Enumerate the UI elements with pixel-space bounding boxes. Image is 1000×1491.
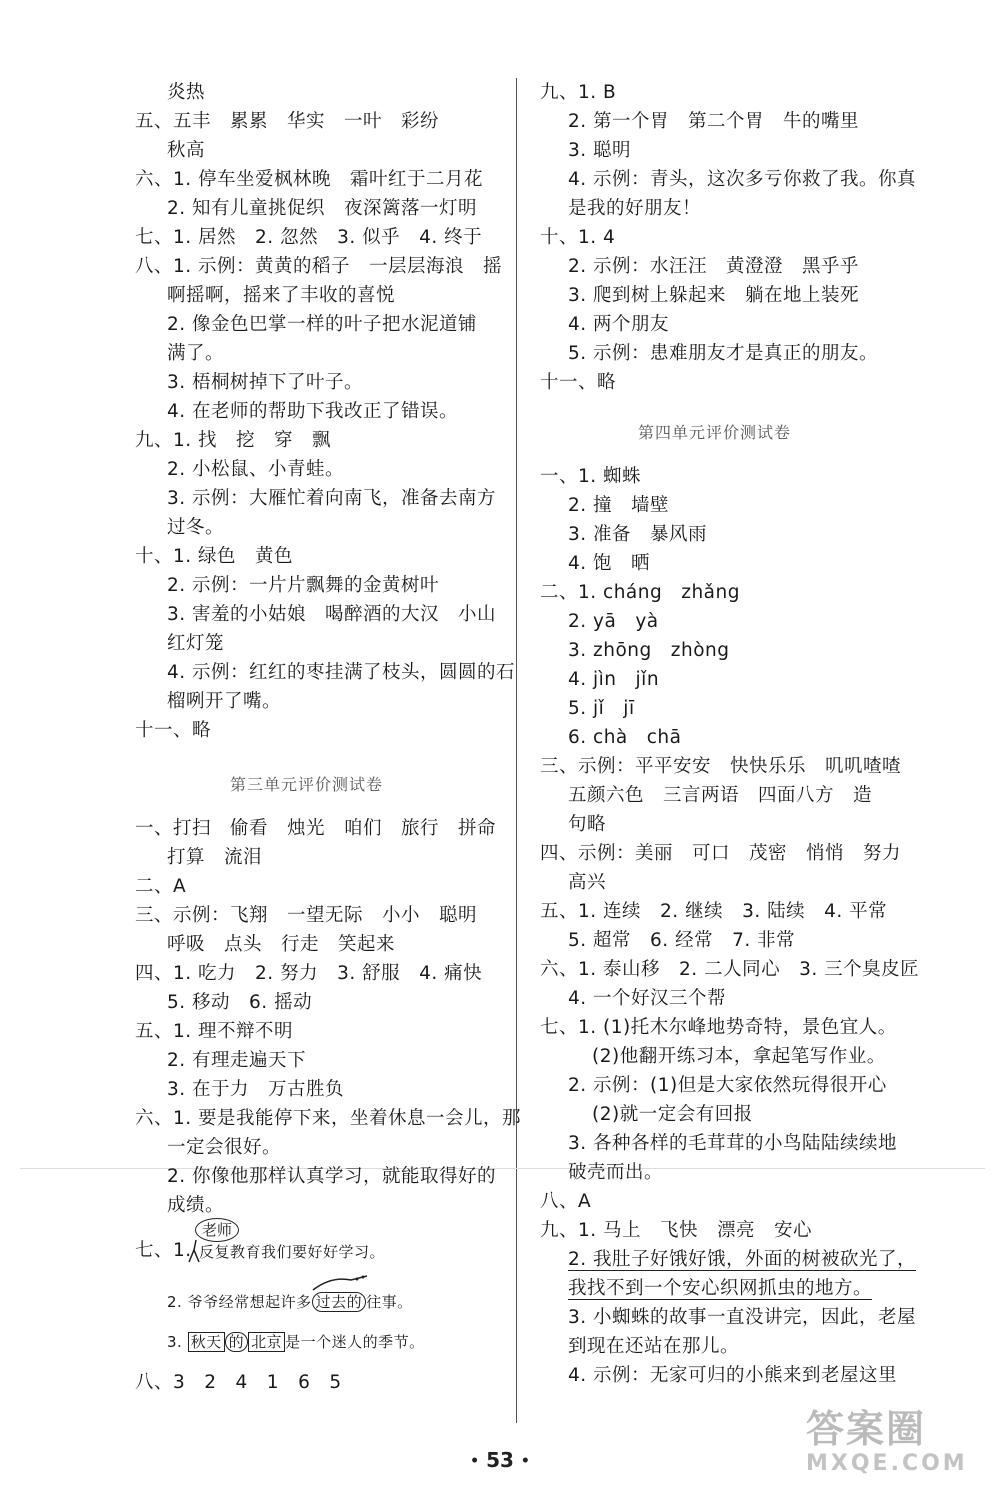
answer-line: 四、1. 吃力 2. 努力 3. 舒服 4. 痛快 — [135, 963, 483, 984]
answer-line: 高兴 — [568, 872, 607, 893]
answer-line: 2. 你像他那样认真学习，就能取得好的 — [167, 1166, 497, 1187]
proof-text: 是一个迷人的季节。 — [285, 1333, 425, 1351]
answer-line: 呼吸 点头 行走 笑起来 — [167, 934, 396, 955]
page-number-value: 53 — [486, 1448, 514, 1472]
answer-line: 4. jìn jǐn — [568, 669, 660, 690]
answer-line: 九、1. 马上 飞快 漂亮 安心 — [540, 1220, 813, 1241]
proof-mark-q7-3 — [135, 1328, 425, 1357]
answer-line: 2. 撞 墙壁 — [568, 495, 670, 516]
answer-line: 七、1. (1)托木尔峰地势奇特，景色宜人。 — [540, 1017, 897, 1038]
answer-line: 3. 梧桐树掉下了叶子。 — [167, 372, 364, 393]
answer-line: 十一、略 — [540, 372, 617, 393]
answer-line: 2. 示例：一片片飘舞的金黄树叶 — [167, 575, 440, 596]
answer-line: 红灯笼 — [167, 633, 225, 654]
answer-line: 六、1. 泰山移 2. 二人同心 3. 三个臭皮匠 — [540, 959, 920, 980]
answer-line: 榴咧开了嘴。 — [167, 691, 282, 712]
column-divider — [516, 78, 517, 1423]
answer-line: 六、1. 要是我能停下来，坐着休息一会儿，那 — [135, 1108, 522, 1129]
answer-line: 3. 各种各样的毛茸茸的小鸟陆陆续续地 — [568, 1133, 898, 1154]
answer-line: 5. 移动 6. 摇动 — [167, 992, 313, 1013]
answer-line: 3. 爬到树上躲起来 躺在地上装死 — [568, 285, 860, 306]
answer-line: 九、1. 找 挖 穿 飘 — [135, 430, 332, 451]
answer-line: 2. 知有儿童挑促织 夜深篱落一灯明 — [167, 198, 478, 219]
answer-line: 4. 两个朋友 — [568, 314, 670, 335]
answer-line: 九、1. B — [540, 82, 617, 103]
answer-line: 五、1. 连续 2. 继续 3. 陆续 4. 平常 — [540, 901, 888, 922]
answer-line: 5. 超常 6. 经常 7. 非常 — [568, 930, 796, 951]
answer-line: 2. 第一个胃 第二个胃 牛的嘴里 — [568, 111, 860, 132]
answer-line: 3. 害羞的小姑娘 喝醉酒的大汉 小山 — [167, 604, 497, 625]
proof-sentence: 反复教育我们要好好学习。 — [199, 1243, 386, 1261]
answer-line: 3. 小蜘蛛的故事一直没讲完，因此，老屋 — [568, 1307, 917, 1328]
proof-text: 3. — [167, 1333, 183, 1351]
answer-line: 破壳而出。 — [568, 1162, 664, 1183]
answer-line: 4. 饱 晒 — [568, 553, 651, 574]
answer-line: 五、1. 理不辩不明 — [135, 1021, 294, 1042]
circled-word: 的 — [225, 1332, 249, 1352]
circled-word: 过去的 — [312, 1292, 367, 1312]
answer-line — [540, 1274, 872, 1303]
underlined-text: 2. 我肚子好饿好饿，外面的树被砍光了， — [568, 1249, 917, 1270]
unit4-heading: 第四单元评价测试卷 — [638, 423, 792, 442]
answer-line: 4. 示例：无家可归的小熊来到老屋这里 — [568, 1365, 898, 1386]
proof-mark-q7-2 — [135, 1288, 413, 1317]
answer-line: 一、打扫 偷看 烛光 咱们 旅行 拼命 — [135, 818, 497, 839]
answer-line: 2. 小松鼠、小青蛙。 — [167, 459, 345, 480]
underlined-text: 我找不到一个安心织网抓虫的地方。 — [568, 1278, 873, 1299]
answer-line: 5. jǐ jī — [568, 698, 635, 719]
answer-line: 句略 — [568, 814, 607, 835]
answer-line: (2)他翻开练习本，拿起笔写作业。 — [592, 1046, 886, 1067]
proof-text: 2. 爷爷经常想起许多 — [167, 1293, 312, 1311]
proof-text: 往事。 — [366, 1293, 413, 1311]
answer-line: 八、1. 示例：黄黄的稻子 一层层海浪 摇 — [135, 256, 503, 277]
answer-line: 6. chà chā — [568, 727, 682, 748]
answer-line: 啊摇啊，摇来了丰收的喜悦 — [167, 285, 396, 306]
answer-line: 三、示例：飞翔 一望无际 小小 聪明 — [135, 905, 478, 926]
answer-line: 2. 示例：(1)但是大家依然玩得很开心 — [568, 1075, 887, 1096]
watermark-logo — [806, 1408, 986, 1486]
answer-line: 3. 准备 暴风雨 — [568, 524, 708, 545]
answer-line: 4. 示例：红红的枣挂满了枝头，圆圆的石 — [167, 662, 516, 683]
answer-line: 八、3 2 4 1 6 5 — [135, 1372, 342, 1393]
answer-line: 炎热 — [167, 82, 206, 103]
answer-line: 六、1. 停车坐爱枫林晚 霜叶红于二月花 — [135, 169, 484, 190]
answer-line: 2. 示例：水汪汪 黄澄澄 黑乎乎 — [568, 256, 860, 277]
answer-line: 5. 示例：患难朋友才是真正的朋友。 — [568, 343, 879, 364]
answer-line: 3. 示例：大雁忙着向南飞，准备去南方 — [167, 488, 497, 509]
answer-line — [540, 1245, 916, 1274]
proof-mark-q7-1 — [135, 1236, 192, 1265]
answer-line: 一、1. 蜘蛛 — [540, 466, 642, 487]
watermark-sub: MXQE.COM — [806, 1451, 968, 1476]
answer-line: 4. 在老师的帮助下我改正了错误。 — [167, 401, 459, 422]
answer-line: 十、1. 绿色 黄色 — [135, 546, 294, 567]
boxed-word: 秋天 — [188, 1332, 225, 1352]
answer-line: 三、示例：平平安安 快快乐乐 叽叽喳喳 — [540, 756, 902, 777]
answer-line: 四、示例：美丽 可口 茂密 悄悄 努力 — [540, 843, 902, 864]
answer-line: 打算 流泪 — [167, 847, 263, 868]
unit3-heading: 第三单元评价测试卷 — [230, 775, 384, 794]
answer-line: 十、1. 4 — [540, 227, 616, 248]
answer-line: 2. 有理走遍天下 — [167, 1050, 307, 1071]
answer-line: 满了。 — [167, 343, 225, 364]
answer-line: 一定会很好。 — [167, 1137, 282, 1158]
answer-line: 五、五丰 累累 华实 一叶 彩纷 — [135, 111, 440, 132]
answer-line: 十一、略 — [135, 720, 212, 741]
wave-mark-icon — [311, 1274, 371, 1292]
answer-line: 秋高 — [167, 140, 206, 161]
answer-line: 二、A — [135, 876, 187, 897]
answer-line: 2. 像金色巴掌一样的叶子把水泥道铺 — [167, 314, 478, 335]
watermark-main: 答案圈 — [806, 1407, 927, 1451]
page-number: • 53 • — [470, 1448, 530, 1472]
answer-line: 到现在还站在那儿。 — [568, 1336, 740, 1357]
answer-line: (2)就一定会有回报 — [592, 1104, 753, 1125]
answer-line: 八、A — [540, 1191, 592, 1212]
answer-line: 3. 聪明 — [568, 140, 632, 161]
answer-line: 4. 示例：青头，这次多亏你救了我。你真 — [568, 169, 917, 190]
answer-line: 过冬。 — [167, 517, 225, 538]
answer-line: 是我的好朋友！ — [568, 198, 702, 219]
answer-line: 成绩。 — [167, 1195, 225, 1216]
question-number: 七、1. — [135, 1240, 192, 1261]
answer-line: 4. 一个好汉三个帮 — [568, 988, 727, 1009]
answer-line: 五颜六色 三言两语 四面八方 造 — [568, 785, 873, 806]
answer-line: 二、1. cháng zhǎng — [540, 582, 740, 603]
answer-line: 七、1. 居然 2. 忽然 3. 似乎 4. 终于 — [135, 227, 483, 248]
boxed-word: 北京 — [248, 1332, 285, 1352]
answer-line: 3. 在于力 万古胜负 — [167, 1079, 345, 1100]
answer-line: 3. zhōng zhòng — [568, 640, 730, 661]
circled-word: 老师 — [195, 1218, 239, 1242]
answer-line: 2. yā yà — [568, 611, 659, 632]
